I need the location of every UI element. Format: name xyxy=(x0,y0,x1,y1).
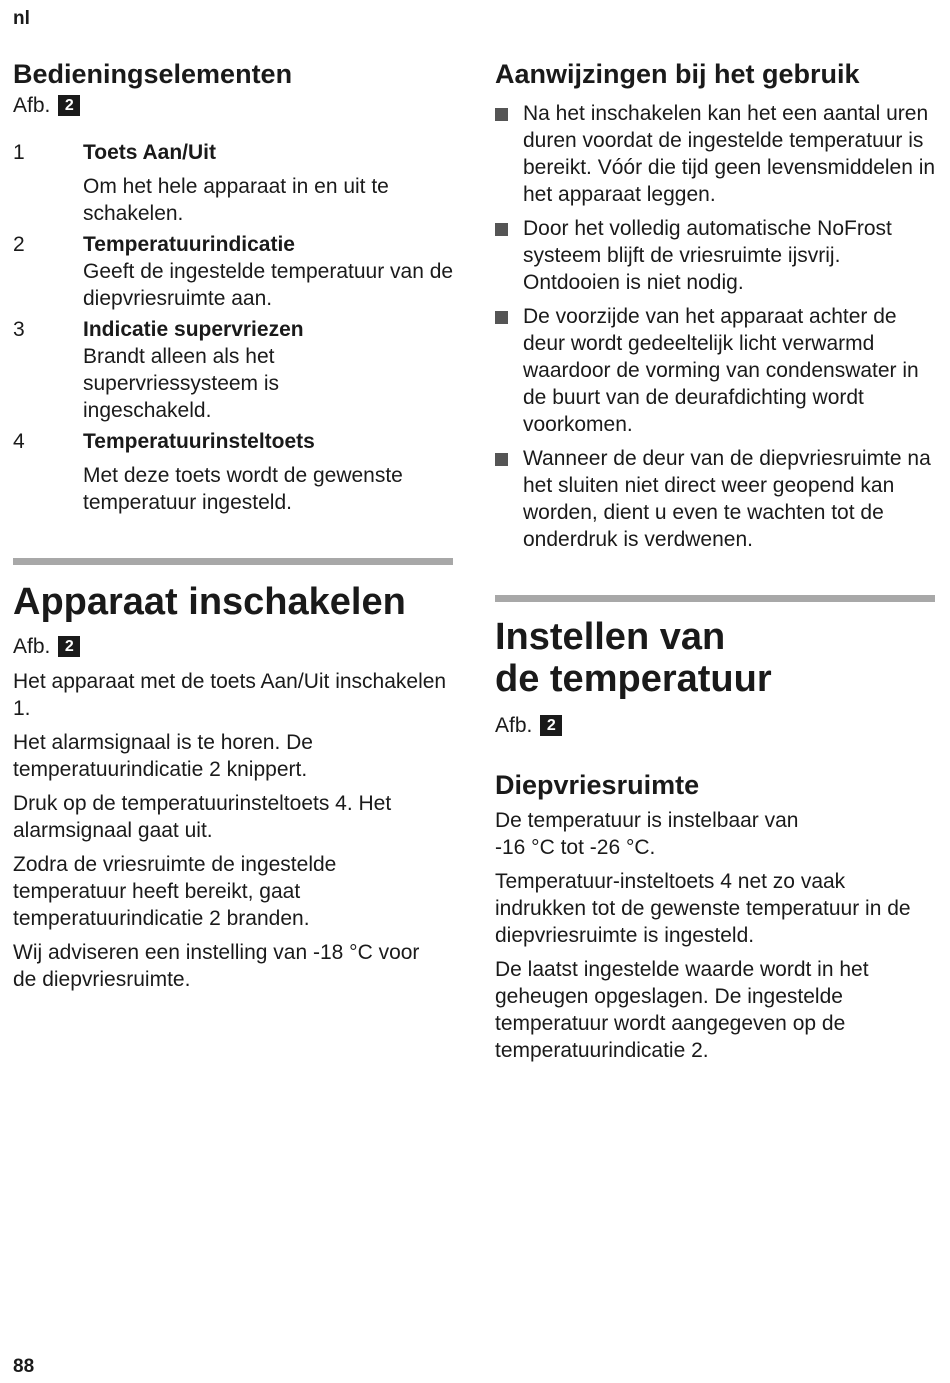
list-item xyxy=(13,316,458,424)
controls-list xyxy=(13,139,458,516)
switch-on-heading: Apparaat inschakelen xyxy=(13,581,406,623)
temperature-heading-line1: Instellen van xyxy=(495,616,726,658)
figure-label: Afb. xyxy=(495,714,533,737)
list-item xyxy=(13,231,458,312)
temperature-heading xyxy=(495,616,940,700)
bullet-text: Wanneer de deur van de diepvriesruimte na het sluiten niet direct weer geopend kan worden, dient u even te wachten tot de onderdruk is verdwenen. xyxy=(523,447,931,551)
paragraph: Zodra de vriesruimte de ingestelde temperatuur heeft bereikt, gaat temperatuurindicatie 2 branden. xyxy=(13,853,337,930)
temperature-heading-line2: de temperatuur xyxy=(495,658,772,700)
item-number: 1 xyxy=(13,141,25,164)
bullet-text: Door het volledig automatische NoFrost systeem blijft de vriesruimte ijsvrij. Ontdooien is niet nodig. xyxy=(523,217,892,294)
item-title: Indicatie supervriezen xyxy=(83,318,304,341)
section-divider xyxy=(495,595,935,602)
figure-number-badge: 2 xyxy=(58,636,80,657)
paragraph: Temperatuur-insteltoets 4 net zo vaak indrukken tot de gewenste temperatuur in de diepvriesruimte is ingesteld. xyxy=(495,870,911,947)
item-title: Temperatuurindicatie xyxy=(83,233,295,256)
paragraph: De laatst ingestelde waarde wordt in het geheugen opgeslagen. De ingestelde temperatuur wordt aangegeven op de temperatuurindicatie 2. xyxy=(495,958,869,1062)
bullet-square-icon xyxy=(495,108,508,121)
bullet-square-icon xyxy=(495,311,508,324)
paragraph: Wij adviseren een instelling van -18 °C voor de diepvriesruimte. xyxy=(13,941,420,991)
figure-reference xyxy=(495,712,940,739)
paragraph: Het apparaat met de toets Aan/Uit inschakelen 1. xyxy=(13,670,447,720)
paragraph: De temperatuur is instelbaar van -16 °C tot -26 °C. xyxy=(495,809,799,859)
language-code: nl xyxy=(13,8,30,29)
figure-reference xyxy=(13,633,458,660)
figure-label: Afb. xyxy=(13,635,51,658)
item-description: Om het hele apparaat in en uit te schakelen. xyxy=(83,175,389,225)
list-item xyxy=(13,428,458,516)
figure-label: Afb. xyxy=(13,94,51,117)
bullet-square-icon xyxy=(495,453,508,466)
figure-number-badge: 2 xyxy=(540,715,562,736)
bullet-text: Na het inschakelen kan het een aantal uren duren voordat de ingestelde temperatuur is bereikt. Vóór die tijd geen levensmiddelen in het apparaat leggen. xyxy=(523,102,936,206)
left-column xyxy=(13,0,458,1000)
figure-number-badge: 2 xyxy=(58,95,80,116)
list-item xyxy=(13,139,458,227)
page-number: 88 xyxy=(13,1356,35,1377)
item-number: 2 xyxy=(13,233,25,256)
temperature-body xyxy=(495,807,940,1064)
switch-on-body xyxy=(13,668,448,993)
bullet-square-icon xyxy=(495,223,508,236)
controls-heading: Bedieningselementen xyxy=(13,59,293,89)
item-description: Brandt alleen als het supervriessysteem is ingeschakeld. xyxy=(83,345,280,422)
item-description: Geeft de ingestelde temperatuur van de diepvriesruimte aan. xyxy=(83,260,454,310)
paragraph: Druk op de temperatuurinsteltoets 4. Het alarmsignaal gaat uit. xyxy=(13,792,392,842)
freezer-subheading: Diepvriesruimte xyxy=(495,770,700,800)
paragraph: Het alarmsignaal is te horen. De temperatuurindicatie 2 knippert. xyxy=(13,731,313,781)
section-divider xyxy=(13,558,453,565)
item-number: 3 xyxy=(13,318,25,341)
list-item xyxy=(495,100,940,208)
list-item xyxy=(495,215,940,296)
figure-reference xyxy=(13,92,458,119)
item-number: 4 xyxy=(13,430,25,453)
item-description: Met deze toets wordt de gewenste temperatuur ingesteld. xyxy=(83,464,403,514)
usage-tips-heading: Aanwijzingen bij het gebruik xyxy=(495,59,860,89)
item-title: Toets Aan/Uit xyxy=(83,141,217,164)
right-column xyxy=(495,0,940,1071)
bullet-text: De voorzijde van het apparaat achter de deur wordt gedeeltelijk licht verwarmd waardoor de vorming van condenswater in de buurt van de deurafdichting wordt voorkomen. xyxy=(523,305,919,436)
item-title: Temperatuurinsteltoets xyxy=(83,430,315,453)
list-item xyxy=(495,445,940,553)
usage-tips-list xyxy=(495,100,940,553)
list-item xyxy=(495,303,940,438)
